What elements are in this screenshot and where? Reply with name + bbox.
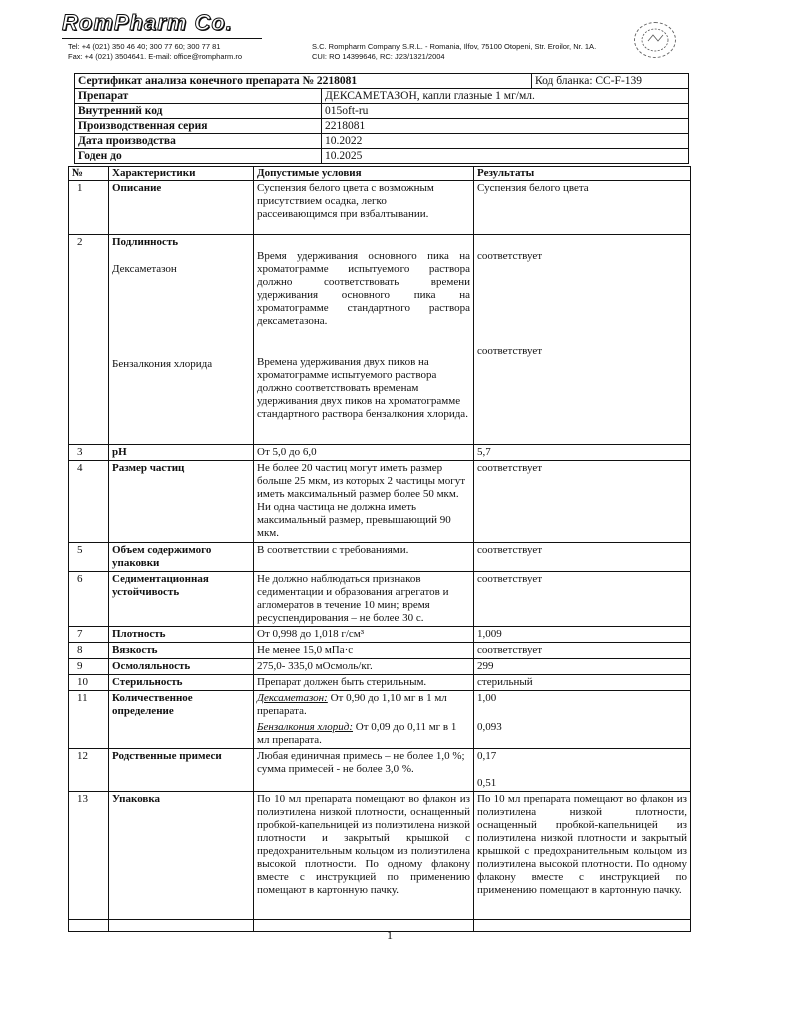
table-row	[69, 181, 691, 235]
empty-cell	[474, 920, 691, 932]
info-label-internal-code: Внутренний код	[75, 104, 322, 119]
row-num: 12	[69, 749, 109, 792]
info-label-product: Препарат	[75, 89, 322, 104]
row-limits: От 5,0 до 6,0	[254, 445, 474, 461]
row-characteristic: Количественное определение	[109, 691, 254, 749]
row-num: 2	[69, 235, 109, 445]
row-result: 299	[474, 659, 691, 675]
row-limits-cell	[254, 749, 474, 792]
header-limits: Допустимые условия	[254, 167, 474, 181]
header-characteristic: Характеристики	[109, 167, 254, 181]
row-num: 3	[69, 445, 109, 461]
logo-underline	[62, 38, 262, 39]
row-limits: От 0,998 до 1,018 г/см³	[254, 627, 474, 643]
row-limits: По 10 мл препарата помещают во флакон из полиэтилена низкой плотности, оснащенный пробкой-капельницей из полиэтилена низкой плотности и закрытый крышкой с предохранительным кольцом из полиэтилена высокой плотности. По одному флакону вместе с инструкцией по применению помещают в картонную пачку.	[254, 792, 474, 920]
row-characteristic: Родственные примеси	[109, 749, 254, 792]
company-registration: CUI: RO 14399646, RC: J23/1321/2004	[312, 52, 445, 61]
info-value-production-date: 10.2022	[322, 134, 689, 149]
row-num: 9	[69, 659, 109, 675]
info-label-expiry: Годен до	[75, 149, 322, 164]
table-row	[69, 461, 691, 543]
row-limits: От 0,90 до 1,10 мг в 1 мл препарата.	[257, 692, 447, 717]
row-limits: 275,0- 335,0 мОсмоль/кг.	[254, 659, 474, 675]
certificate-title: Сертификат анализа конечного препарата № 2218081	[75, 74, 532, 89]
row-num: 7	[69, 627, 109, 643]
row-result: стерильный	[474, 675, 691, 691]
row-num: 5	[69, 543, 109, 572]
row-result: По 10 мл препарата помещают во флакон из полиэтилена низкой плотности, оснащенный пробкой-капельницей из полиэтилена низкой плотности и закрытый крышкой с предохранительным кольцом из полиэтилена высокой плотности. По одному флакону вместе с инструкцией по применению помещают в картонную пачку.	[474, 792, 691, 920]
row-result: соответствует	[477, 345, 543, 357]
table-row	[69, 659, 691, 675]
row-characteristic: Осмоляльность	[109, 659, 254, 675]
table-row	[69, 675, 691, 691]
row-characteristic: Описание	[109, 181, 254, 235]
empty-cell	[69, 920, 109, 932]
table-row	[69, 543, 691, 572]
empty-cell	[109, 920, 254, 932]
row-characteristic: pH	[109, 445, 254, 461]
info-value-product: ДЕКСАМЕТАЗОН, капли глазные 1 мг/мл.	[322, 89, 689, 104]
row-num: 10	[69, 675, 109, 691]
row-result: Суспензия белого цвета	[474, 181, 691, 235]
page-number: 1	[387, 928, 393, 942]
row-num: 1	[69, 181, 109, 235]
row-limits-cell	[254, 691, 474, 749]
header-num: №	[69, 167, 109, 181]
row-num: 4	[69, 461, 109, 543]
row-limits: Не должно наблюдаться признаков седиментации и образования агрегатов и агломератов в течение 10 мин; время ресуспендирования – не более 30 с.	[254, 572, 474, 627]
row-sub-label: Дексаметазон	[112, 263, 177, 275]
row-limits: От 0,09 до 0,11 мг в 1 мл препарата.	[257, 721, 457, 746]
row-num: 8	[69, 643, 109, 659]
table-row	[69, 691, 691, 749]
header-result: Результаты	[474, 167, 691, 181]
row-limits: Любая единичная примесь – не более 1,0 %;	[257, 750, 465, 762]
row-characteristic-cell	[109, 235, 254, 445]
contact-info	[68, 42, 242, 62]
row-limits-cell	[254, 235, 474, 445]
row-result: 1,009	[474, 627, 691, 643]
row-num: 6	[69, 572, 109, 627]
empty-cell	[254, 920, 474, 932]
row-result: 0,093	[477, 721, 502, 733]
row-result-cell	[474, 749, 691, 792]
company-logo: RomPharm Co.	[62, 10, 233, 35]
seal-icon	[635, 23, 675, 57]
row-result: соответствует	[474, 572, 691, 627]
row-characteristic: Подлинность	[112, 236, 179, 248]
table-row	[69, 643, 691, 659]
row-num: 11	[69, 691, 109, 749]
row-characteristic: Вязкость	[109, 643, 254, 659]
row-characteristic: Седиментационная устойчивость	[109, 572, 254, 627]
table-row	[69, 572, 691, 627]
info-label-batch: Производственная серия	[75, 119, 322, 134]
row-characteristic: Стерильность	[109, 675, 254, 691]
company-address: S.C. Rompharm Company S.R.L. - Romania, Ilfov, 75100 Otopeni, Str. Eroilor, Nr. 1A.	[312, 42, 597, 51]
table-row-empty	[69, 920, 691, 932]
info-value-batch: 2218081	[322, 119, 689, 134]
table-row	[69, 749, 691, 792]
contact-phone: Tel: +4 (021) 350 46 40; 300 77 60; 300 77 81	[68, 42, 221, 51]
row-limits: Не менее 15,0 мПа·с	[254, 643, 474, 659]
form-code: Код бланка: CC-F-139	[532, 74, 689, 89]
row-sub-label: Дексаметазон:	[257, 692, 328, 704]
row-sub-label: Бензалкония хлорида	[112, 358, 213, 370]
info-value-expiry: 10.2025	[322, 149, 689, 164]
table-row	[69, 235, 691, 445]
row-sub-label: Бензалкония хлорид:	[257, 721, 354, 733]
row-limits-part	[257, 721, 470, 747]
row-limits: Суспензия белого цвета с возможным присутствием осадка, легко рассеивающимся при взбалтывании.	[254, 181, 474, 235]
analysis-table	[68, 166, 691, 932]
row-result-cell	[474, 235, 691, 445]
table-row	[69, 792, 691, 920]
row-characteristic: Плотность	[109, 627, 254, 643]
row-limits: Не более 20 частиц могут иметь размер больше 25 мкм, из которых 2 частицы могут иметь максимальный размер более 50 мкм. Ни одна частица не должна иметь максимальный размер, превышающий 90 мкм.	[254, 461, 474, 543]
row-result: 1,00	[477, 692, 497, 704]
company-info	[312, 42, 596, 62]
row-result: соответствует	[474, 643, 691, 659]
row-result: 5,7	[474, 445, 691, 461]
row-characteristic: Объем содержимого упаковки	[109, 543, 254, 572]
row-limits: Времена удерживания двух пиков на хроматограмме испытуемого раствора должно соответствовать временам удерживания двух пиков на хроматограмме стандартного раствора бензалкония хлорида.	[257, 356, 468, 420]
table-row	[69, 445, 691, 461]
row-limits: В соответствии с требованиями.	[254, 543, 474, 572]
row-limits: сумма примесей - не более 3,0 %.	[257, 763, 414, 775]
table-header-row	[69, 167, 691, 181]
row-num: 13	[69, 792, 109, 920]
row-result: соответствует	[477, 250, 543, 262]
stamp-seal	[634, 22, 676, 58]
row-result: соответствует	[474, 543, 691, 572]
row-result: 0,51	[477, 777, 497, 789]
row-characteristic: Размер частиц	[109, 461, 254, 543]
contact-fax-email: Fax: +4 (021) 3504641. E-mail: office@rompharm.ro	[68, 52, 243, 61]
certificate-info-table	[74, 73, 689, 164]
row-limits: Время удерживания основного пика на хроматограмме испытуемого раствора должно соответствовать времени удерживания основного пика на хроматограмме стандартного раствора дексаметазона.	[257, 250, 470, 327]
row-result-cell	[474, 691, 691, 749]
info-value-internal-code: 015oft-ru	[322, 104, 689, 119]
row-characteristic: Упаковка	[109, 792, 254, 920]
table-row	[69, 627, 691, 643]
info-label-production-date: Дата производства	[75, 134, 322, 149]
row-result: 0,17	[477, 750, 497, 762]
row-limits: Препарат должен быть стерильным.	[254, 675, 474, 691]
row-result: соответствует	[474, 461, 691, 543]
